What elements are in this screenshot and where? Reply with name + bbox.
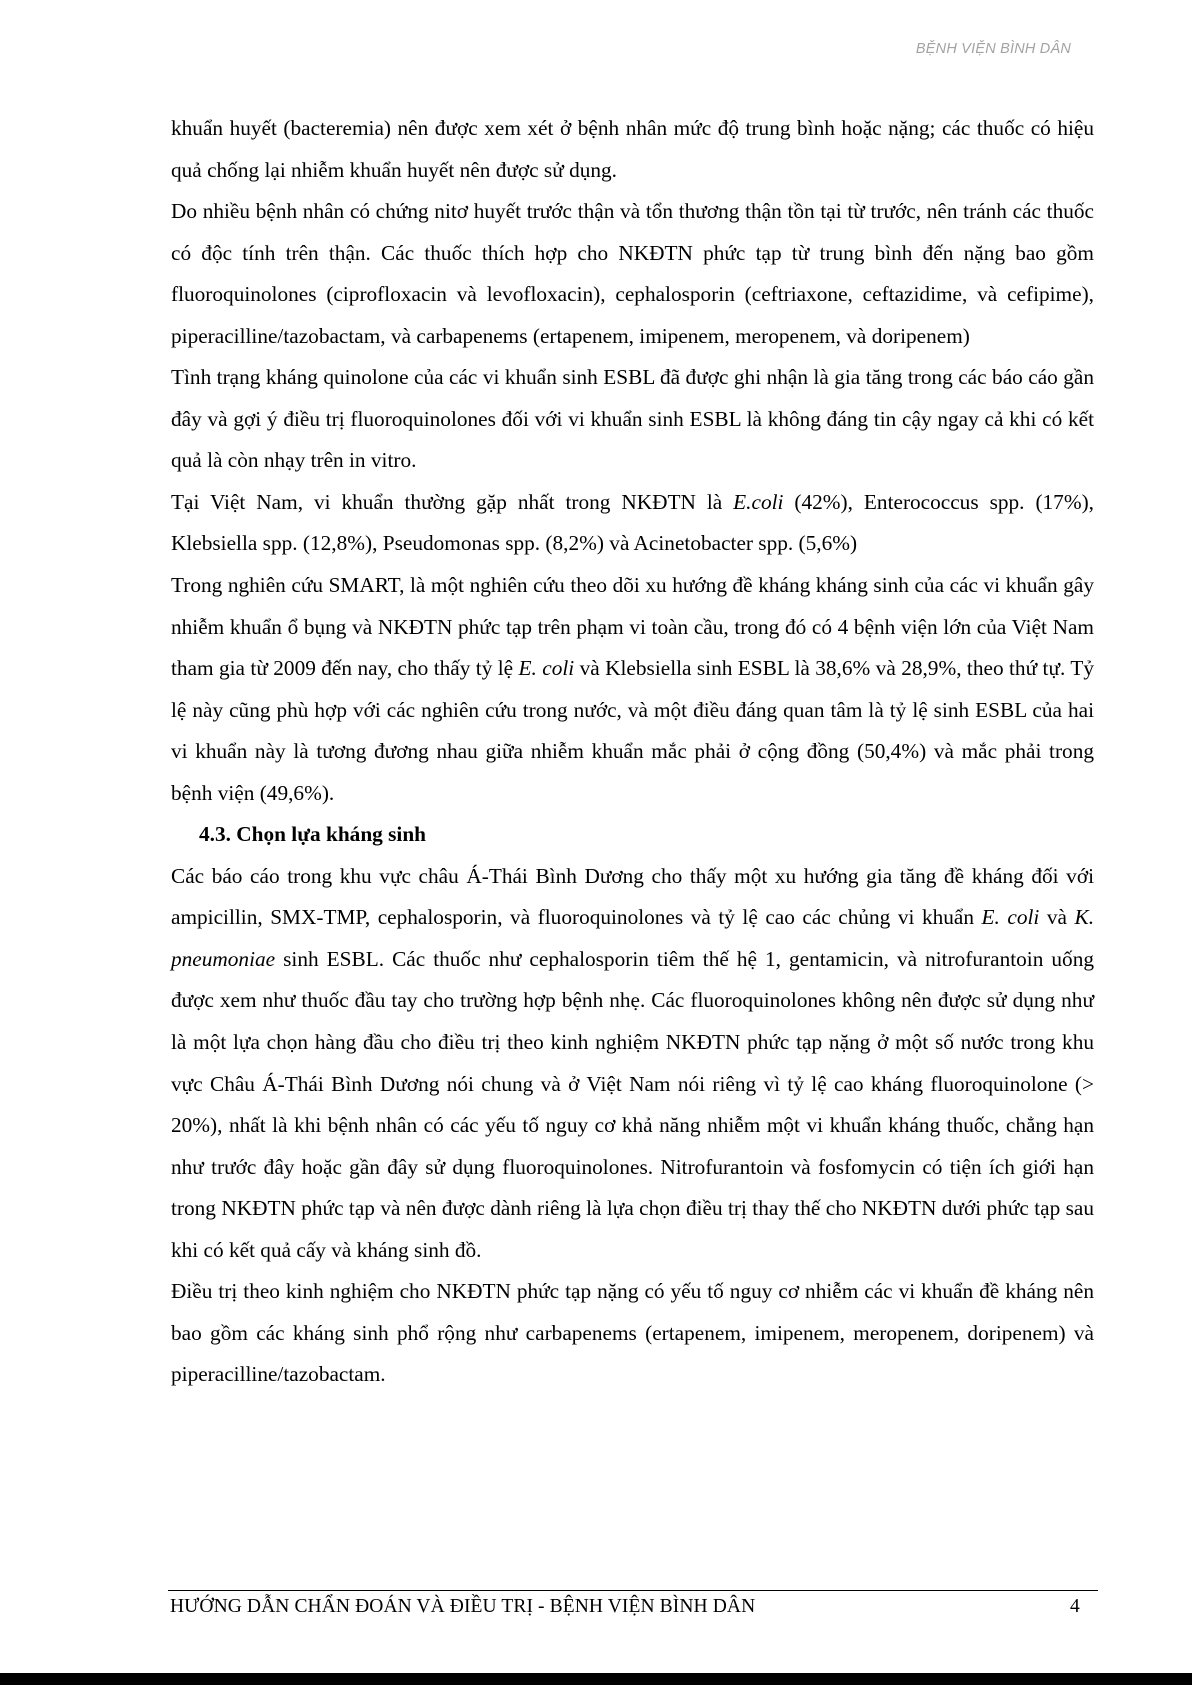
text-run: và: [1039, 905, 1075, 930]
document-body: [171, 108, 1094, 1396]
paragraph-smart-study: [171, 565, 1094, 814]
text-run: Trong nghiên cứu SMART, là một nghiên cứu theo dõi xu hướng đề kháng kháng sinh của các vi khuẩn gây nhiễm khuẩn ổ bụng và NKĐTN phức tạp trên phạm vi toàn cầu, trong đó có 4 bệnh viện lớn của Việt Nam tham gia từ 2009 đến nay, cho thấy tỷ lệ: [171, 573, 1094, 681]
paragraph-renal-toxicity: Do nhiều bệnh nhân có chứng nitơ huyết trước thận và tổn thương thận tồn tại từ trước, nên tránh các thuốc có độc tính trên thận. Các thuốc thích hợp cho NKĐTN phức tạp từ trung bình đến nặng bao gồm fluoroquinolones (ciprofloxacin và levofloxacin), cephalosporin (ceftriaxone, ceftazidime, và cefipime), piperacilline/tazobactam, và carbapenems (ertapenem, imipenem, meropenem, và doripenem): [171, 199, 1094, 348]
paragraph-empiric-treatment: Điều trị theo kinh nghiệm cho NKĐTN phức tạp nặng có yếu tố nguy cơ nhiễm các vi khuẩn đề kháng nên bao gồm các kháng sinh phổ rộng như carbapenems (ertapenem, imipenem, meropenem, doripenem) và piperacilline/tazobactam.: [171, 1279, 1094, 1387]
species-name: E.coli: [733, 489, 784, 514]
footer-divider: [168, 1590, 1098, 1591]
text-run: và Klebsiella sinh ESBL là 38,6% và 28,9%, theo thứ tự. Tỷ lệ này cũng phù hợp với các nghiên cứu trong nước, và một điều đáng quan tâm là tỷ lệ sinh ESBL của hai vi khuẩn này là tương đương nhau giữa nhiễm khuẩn mắc phải ở cộng đồng (50,4%) và mắc phải trong bệnh viện (49,6%).: [171, 656, 1094, 805]
footer-title: HƯỚNG DẪN CHẨN ĐOÁN VÀ ĐIỀU TRỊ - BỆNH VIỆN BÌNH DÂN: [170, 1596, 756, 1617]
paragraph-bacteremia: khuẩn huyết (bacteremia) nên được xem xét ở bệnh nhân mức độ trung bình hoặc nặng; các thuốc có hiệu quả chống lại nhiễm khuẩn huyết nên được sử dụng.: [171, 116, 1094, 182]
paragraph-asia-pacific-reports: [171, 856, 1094, 1271]
species-name: K. pneumoniae: [171, 905, 1095, 971]
text-run: Các báo cáo trong khu vực châu Á-Thái Bình Dương cho thấy một xu hướng gia tăng đề kháng đối với ampicillin, SMX-TMP, cephalosporin, và fluoroquinolones và tỷ lệ cao các chủng vi khuẩn: [171, 863, 1094, 930]
paragraph-vietnam-bacteria: [171, 482, 1094, 565]
species-name: E. coli: [518, 656, 575, 681]
paragraph-quinolone-resistance: Tình trạng kháng quinolone của các vi khuẩn sinh ESBL đã được ghi nhận là gia tăng trong các báo cáo gần đây và gợi ý điều trị fluoroquinolones đối với vi khuẩn sinh ESBL là không đáng tin cậy ngay cả khi có kết quả là còn nhạy trên in vitro.: [171, 365, 1094, 473]
text-run: Tại Việt Nam, vi khuẩn thường gặp nhất trong NKĐTN là: [171, 489, 734, 514]
scan-edge-bar: [0, 1673, 1192, 1685]
text-run: (42%), Enterococcus spp. (17%), Klebsiella spp. (12,8%), Pseudomonas spp. (8,2%) và Acinetobacter spp. (5,6%): [171, 489, 1094, 556]
running-header: BỆNH VIỆN BÌNH DÂN: [915, 41, 1071, 57]
species-name: E. coli: [981, 905, 1040, 930]
page-number: 4: [1070, 1596, 1080, 1617]
section-heading-antibiotic-choice: 4.3. Chọn lựa kháng sinh: [199, 822, 427, 847]
text-run: sinh ESBL. Các thuốc như cephalosporin tiêm thế hệ 1, gentamicin, và nitrofurantoin uống được xem như thuốc đầu tay cho trường hợp bệnh nhẹ. Các fluoroquinolones không nên được sử dụng như là một lựa chọn hàng đầu cho điều trị theo kinh nghiệm NKĐTN phức tạp nặng ở một số nước trong khu vực Châu Á-Thái Bình Dương nói chung và ở Việt Nam nói riêng vì tỷ lệ cao kháng fluoroquinolone (> 20%), nhất là khi bệnh nhân có các yếu tố nguy cơ khả năng nhiễm một vi khuẩn kháng thuốc, chẳng hạn như trước đây hoặc gần đây sử dụng fluoroquinolones. Nitrofurantoin và fosfomycin có tiện ích giới hạn trong NKĐTN phức tạp và nên được dành riêng là lựa chọn điều trị thay thế cho NKĐTN dưới phức tạp sau khi có kết quả cấy và kháng sinh đồ.: [171, 946, 1094, 1262]
